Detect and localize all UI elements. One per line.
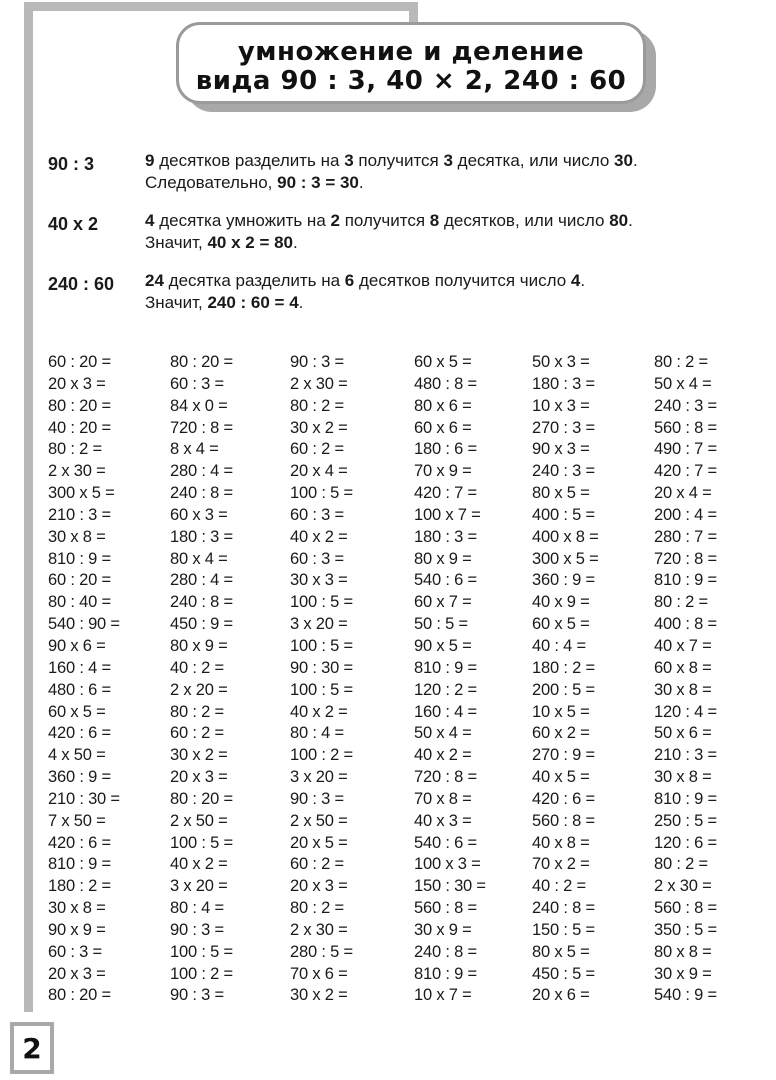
exercise-item: 70 x 8 = bbox=[414, 789, 472, 808]
bold-value: 2 bbox=[330, 211, 340, 230]
exercise-item: 400 : 8 = bbox=[654, 615, 717, 634]
exercise-item: 280 : 5 = bbox=[290, 942, 353, 961]
exercise-item: 80 x 5 = bbox=[532, 942, 590, 961]
text-segment: . bbox=[628, 211, 633, 230]
exercise-item: 80 x 9 = bbox=[414, 549, 472, 568]
exercise-item: 560 : 8 = bbox=[654, 418, 717, 437]
text-segment: . bbox=[580, 271, 586, 290]
exercise-item: 20 x 6 = bbox=[532, 986, 590, 1005]
exercise-item: 70 x 6 = bbox=[290, 964, 348, 983]
exercise-item: 180 : 3 = bbox=[532, 374, 595, 393]
exercise-item: 240 : 8 = bbox=[170, 593, 233, 612]
exercise-item: 60 : 2 = bbox=[290, 855, 344, 874]
exercise-item: 540 : 6 = bbox=[414, 833, 477, 852]
exercise-item: 60 : 3 = bbox=[170, 374, 224, 393]
title-line-1: умножение и деление bbox=[237, 37, 585, 67]
exercise-item: 540 : 90 = bbox=[48, 615, 120, 634]
exercise-item: 560 : 8 = bbox=[414, 899, 477, 918]
exercise-item: 50 : 5 = bbox=[414, 615, 468, 634]
exercise-item: 120 : 6 = bbox=[654, 833, 717, 852]
exercise-item: 80 x 9 = bbox=[170, 636, 228, 655]
title-box bbox=[176, 22, 646, 104]
exercise-item: 30 x 8 = bbox=[48, 899, 106, 918]
exercise-item: 280 : 7 = bbox=[654, 527, 717, 546]
exercise-item: 8 x 4 = bbox=[170, 440, 219, 459]
example-line-1 bbox=[145, 210, 775, 232]
example-line-2 bbox=[145, 292, 775, 314]
exercise-item: 60 x 8 = bbox=[654, 658, 712, 677]
exercise-item: 270 : 9 = bbox=[532, 746, 595, 765]
exercise-item: 80 : 20 = bbox=[48, 396, 111, 415]
exercise-item: 80 : 20 = bbox=[170, 353, 233, 371]
exercise-item: 180 : 2 = bbox=[532, 658, 595, 677]
exercise-column-1 bbox=[48, 352, 168, 1007]
text-segment: десятков получится число bbox=[354, 271, 571, 290]
exercise-item: 100 : 5 = bbox=[170, 833, 233, 852]
exercise-item: 280 : 4 = bbox=[170, 571, 233, 590]
example-label: 240 : 60 bbox=[48, 274, 115, 294]
exercise-item: 810 : 9 = bbox=[654, 571, 717, 590]
text-segment: получится bbox=[353, 151, 444, 170]
exercise-item: 50 x 4 = bbox=[654, 374, 712, 393]
exercise-item: 2 x 30 = bbox=[290, 374, 348, 393]
exercise-item: 480 : 6 = bbox=[48, 680, 111, 699]
exercise-item: 60 x 6 = bbox=[414, 418, 472, 437]
exercise-item: 60 : 20 = bbox=[48, 353, 111, 371]
exercise-item: 20 x 5 = bbox=[290, 833, 348, 852]
page-frame-top bbox=[24, 2, 418, 11]
exercise-item: 40 x 5 = bbox=[532, 768, 590, 787]
exercise-item: 30 x 8 = bbox=[654, 680, 712, 699]
exercise-item: 180 : 2 = bbox=[48, 877, 111, 896]
exercise-item: 40 x 2 = bbox=[170, 855, 228, 874]
exercise-item: 210 : 3 = bbox=[48, 505, 111, 524]
bold-value: 240 : 60 = 4 bbox=[207, 293, 299, 312]
exercise-item: 40 : 4 = bbox=[532, 636, 586, 655]
exercise-item: 10 x 5 = bbox=[532, 702, 590, 721]
exercise-item: 60 : 20 = bbox=[48, 571, 111, 590]
exercise-item: 2 x 30 = bbox=[654, 877, 712, 896]
bold-value: 80 bbox=[609, 211, 629, 230]
exercise-item: 60 x 5 = bbox=[532, 615, 590, 634]
text-segment: десятка разделить на bbox=[163, 271, 345, 290]
exercise-column-5 bbox=[532, 352, 652, 1007]
exercise-item: 80 x 5 = bbox=[532, 484, 590, 503]
exercise-item: 30 x 3 = bbox=[290, 571, 348, 590]
exercise-item: 3 x 20 = bbox=[290, 768, 348, 787]
exercise-item: 30 x 8 = bbox=[654, 768, 712, 787]
exercise-item: 50 x 6 = bbox=[654, 724, 712, 743]
exercise-item: 40 : 2 = bbox=[170, 658, 224, 677]
bold-value: 9 bbox=[145, 151, 155, 170]
exercise-column-4 bbox=[414, 352, 534, 1007]
exercise-item: 120 : 4 = bbox=[654, 702, 717, 721]
example-explanation bbox=[145, 270, 775, 314]
exercise-item: 100 : 5 = bbox=[290, 593, 353, 612]
exercise-item: 50 x 4 = bbox=[414, 724, 472, 743]
exercise-item: 720 : 8 = bbox=[414, 768, 477, 787]
exercise-item: 60 x 3 = bbox=[170, 505, 228, 524]
exercise-item: 4 x 50 = bbox=[48, 746, 106, 765]
exercise-item: 40 x 3 = bbox=[414, 811, 472, 830]
exercise-item: 80 : 4 = bbox=[290, 724, 344, 743]
exercise-item: 60 x 5 = bbox=[48, 702, 106, 721]
exercise-item: 30 x 2 = bbox=[290, 986, 348, 1005]
exercise-item: 100 : 2 = bbox=[170, 964, 233, 983]
exercise-item: 60 x 2 = bbox=[532, 724, 590, 743]
text-segment: получится bbox=[339, 211, 430, 230]
exercise-item: 420 : 6 = bbox=[532, 789, 595, 808]
exercise-item: 240 : 8 = bbox=[414, 942, 477, 961]
exercise-item: 210 : 30 = bbox=[48, 789, 120, 808]
bold-value: 8 bbox=[429, 211, 440, 230]
exercise-item: 30 x 9 = bbox=[654, 964, 712, 983]
exercise-item: 90 x 5 = bbox=[414, 636, 472, 655]
exercise-item: 20 x 3 = bbox=[48, 374, 106, 393]
exercise-item: 100 : 5 = bbox=[290, 636, 353, 655]
bold-value: 4 bbox=[145, 211, 155, 230]
example-label: 90 : 3 bbox=[48, 154, 95, 174]
exercise-item: 2 x 30 = bbox=[290, 920, 348, 939]
exercise-item: 180 : 3 = bbox=[170, 527, 233, 546]
exercise-item: 240 : 8 = bbox=[170, 484, 233, 503]
exercise-item: 90 : 3 = bbox=[170, 920, 224, 939]
exercise-item: 80 x 8 = bbox=[654, 942, 712, 961]
exercise-item: 300 x 5 = bbox=[48, 484, 115, 503]
exercise-item: 810 : 9 = bbox=[414, 658, 477, 677]
bold-value: 30 bbox=[614, 151, 633, 170]
bold-value: 3 bbox=[344, 151, 354, 170]
exercise-item: 80 x 6 = bbox=[414, 396, 472, 415]
text-segment: . bbox=[293, 233, 298, 252]
exercise-item: 160 : 4 = bbox=[414, 702, 477, 721]
exercise-item: 40 x 8 = bbox=[532, 833, 590, 852]
exercise-item: 160 : 4 = bbox=[48, 658, 111, 677]
exercise-item: 720 : 8 = bbox=[170, 418, 233, 437]
exercise-item: 450 : 5 = bbox=[532, 964, 595, 983]
page-number-box bbox=[10, 1022, 54, 1074]
exercise-item: 60 : 3 = bbox=[290, 549, 344, 568]
exercise-item: 90 : 3 = bbox=[290, 789, 344, 808]
exercise-item: 560 : 8 = bbox=[654, 899, 717, 918]
bold-value: 24 bbox=[145, 271, 164, 290]
exercise-item: 810 : 9 = bbox=[48, 549, 111, 568]
exercise-item: 400 : 5 = bbox=[532, 505, 595, 524]
exercise-item: 40 x 2 = bbox=[290, 527, 348, 546]
exercise-item: 70 x 2 = bbox=[532, 855, 590, 874]
exercise-item: 40 x 9 = bbox=[532, 593, 590, 612]
text-segment: десятков, или число bbox=[439, 211, 610, 230]
example-explanation bbox=[145, 150, 775, 194]
exercise-item: 450 : 9 = bbox=[170, 615, 233, 634]
exercise-item: 100 : 2 = bbox=[290, 746, 353, 765]
text-segment: Значит, bbox=[145, 293, 208, 312]
text-segment: . bbox=[298, 293, 304, 312]
text-segment: . bbox=[632, 151, 638, 170]
exercise-item: 30 x 8 = bbox=[48, 527, 106, 546]
exercise-column-2 bbox=[170, 352, 290, 1007]
exercise-item: 420 : 7 = bbox=[654, 462, 717, 481]
exercise-item: 2 x 30 = bbox=[48, 462, 106, 481]
exercise-item: 80 : 20 = bbox=[170, 789, 233, 808]
exercise-item: 150 : 30 = bbox=[414, 877, 486, 896]
exercise-item: 240 : 3 = bbox=[532, 462, 595, 481]
exercise-item: 540 : 9 = bbox=[654, 986, 717, 1005]
example-line-1 bbox=[145, 150, 775, 172]
exercise-item: 210 : 3 = bbox=[654, 746, 717, 765]
title-line-2: вида 90 : 3, 40 × 2, 240 : 60 bbox=[195, 66, 627, 96]
exercise-item: 2 x 50 = bbox=[290, 811, 348, 830]
exercise-item: 60 : 2 = bbox=[290, 440, 344, 459]
exercise-item: 420 : 6 = bbox=[48, 833, 111, 852]
exercise-item: 200 : 4 = bbox=[654, 505, 717, 524]
exercise-item: 810 : 9 = bbox=[654, 789, 717, 808]
exercise-item: 80 : 2 = bbox=[170, 702, 224, 721]
exercise-item: 20 x 4 = bbox=[290, 462, 348, 481]
exercise-item: 10 x 7 = bbox=[414, 986, 472, 1005]
exercise-item: 100 : 5 = bbox=[170, 942, 233, 961]
exercise-column-6 bbox=[654, 352, 774, 1007]
exercise-item: 40 x 7 = bbox=[654, 636, 712, 655]
exercise-item: 3 x 20 = bbox=[290, 615, 348, 634]
exercise-item: 80 : 40 = bbox=[48, 593, 111, 612]
exercise-item: 90 x 9 = bbox=[48, 920, 106, 939]
exercise-column-3 bbox=[290, 352, 410, 1007]
page-frame-left bbox=[24, 2, 33, 1012]
exercise-item: 80 : 2 = bbox=[654, 593, 708, 612]
exercise-item: 80 x 4 = bbox=[170, 549, 228, 568]
exercise-item: 100 x 3 = bbox=[414, 855, 481, 874]
exercise-item: 180 : 3 = bbox=[414, 527, 477, 546]
exercise-item: 540 : 6 = bbox=[414, 571, 477, 590]
text-segment: Следовательно, bbox=[145, 173, 278, 192]
example-line-1 bbox=[145, 270, 775, 292]
exercise-item: 400 x 8 = bbox=[532, 527, 599, 546]
exercise-item: 300 x 5 = bbox=[532, 549, 599, 568]
exercise-item: 60 : 2 = bbox=[170, 724, 224, 743]
bold-value: 4 bbox=[570, 271, 581, 290]
exercise-item: 20 x 3 = bbox=[290, 877, 348, 896]
exercise-item: 810 : 9 = bbox=[48, 855, 111, 874]
exercise-item: 280 : 4 = bbox=[170, 462, 233, 481]
exercise-item: 40 : 2 = bbox=[532, 877, 586, 896]
exercise-item: 10 x 3 = bbox=[532, 396, 590, 415]
exercise-item: 3 x 20 = bbox=[170, 877, 228, 896]
exercise-item: 80 : 2 = bbox=[654, 855, 708, 874]
exercise-item: 560 : 8 = bbox=[532, 811, 595, 830]
exercise-item: 360 : 9 = bbox=[48, 768, 111, 787]
exercise-item: 80 : 2 = bbox=[654, 353, 708, 371]
exercise-item: 70 x 9 = bbox=[414, 462, 472, 481]
exercise-item: 80 : 2 = bbox=[48, 440, 102, 459]
example-line-2 bbox=[145, 232, 775, 254]
exercise-item: 30 x 2 = bbox=[170, 746, 228, 765]
exercise-item: 40 : 20 = bbox=[48, 418, 111, 437]
exercise-item: 480 : 8 = bbox=[414, 374, 477, 393]
exercise-item: 80 : 4 = bbox=[170, 899, 224, 918]
text-segment: . bbox=[358, 173, 364, 192]
exercise-item: 100 : 5 = bbox=[290, 484, 353, 503]
exercise-item: 2 x 50 = bbox=[170, 811, 228, 830]
example-label: 40 x 2 bbox=[48, 214, 99, 234]
exercise-item: 420 : 6 = bbox=[48, 724, 111, 743]
exercise-item: 150 : 5 = bbox=[532, 920, 595, 939]
exercise-item: 420 : 7 = bbox=[414, 484, 477, 503]
bold-value: 90 : 3 = 30 bbox=[277, 173, 359, 192]
bold-value: 3 bbox=[443, 151, 453, 170]
exercise-item: 80 : 20 = bbox=[48, 986, 111, 1005]
exercise-item: 120 : 2 = bbox=[414, 680, 477, 699]
exercise-item: 90 : 30 = bbox=[290, 658, 353, 677]
exercise-item: 60 : 3 = bbox=[290, 505, 344, 524]
exercise-item: 40 x 2 = bbox=[290, 702, 348, 721]
exercise-item: 360 : 9 = bbox=[532, 571, 595, 590]
example-line-2 bbox=[145, 172, 775, 194]
exercise-item: 60 x 7 = bbox=[414, 593, 472, 612]
exercise-item: 20 x 3 = bbox=[48, 964, 106, 983]
exercise-item: 90 x 6 = bbox=[48, 636, 106, 655]
exercise-item: 720 : 8 = bbox=[654, 549, 717, 568]
exercise-item: 40 x 2 = bbox=[414, 746, 472, 765]
exercise-item: 350 : 5 = bbox=[654, 920, 717, 939]
exercise-item: 80 : 2 = bbox=[290, 396, 344, 415]
exercise-item: 90 x 3 = bbox=[532, 440, 590, 459]
exercise-item: 80 : 2 = bbox=[290, 899, 344, 918]
exercise-item: 90 : 3 = bbox=[170, 986, 224, 1005]
text-segment: десятков разделить на bbox=[154, 151, 345, 170]
exercise-item: 20 x 4 = bbox=[654, 484, 712, 503]
text-segment: десятка умножить на bbox=[154, 211, 331, 230]
exercise-item: 490 : 7 = bbox=[654, 440, 717, 459]
example-explanation bbox=[145, 210, 775, 254]
exercise-item: 2 x 20 = bbox=[170, 680, 228, 699]
exercise-item: 84 x 0 = bbox=[170, 396, 228, 415]
page-number: 2 bbox=[22, 1032, 42, 1065]
exercise-item: 90 : 3 = bbox=[290, 353, 344, 371]
exercise-item: 240 : 3 = bbox=[654, 396, 717, 415]
exercise-item: 240 : 8 = bbox=[532, 899, 595, 918]
exercise-item: 810 : 9 = bbox=[414, 964, 477, 983]
bold-value: 40 x 2 = 80 bbox=[207, 233, 294, 252]
exercise-item: 100 x 7 = bbox=[414, 505, 481, 524]
exercise-item: 20 x 3 = bbox=[170, 768, 228, 787]
exercise-item: 50 x 3 = bbox=[532, 353, 590, 371]
exercise-item: 30 x 2 = bbox=[290, 418, 348, 437]
text-segment: Значит, bbox=[145, 233, 208, 252]
exercise-item: 250 : 5 = bbox=[654, 811, 717, 830]
bold-value: 6 bbox=[344, 271, 355, 290]
exercise-item: 270 : 3 = bbox=[532, 418, 595, 437]
text-segment: десятка, или число bbox=[452, 151, 615, 170]
exercise-item: 30 x 9 = bbox=[414, 920, 472, 939]
exercise-item: 200 : 5 = bbox=[532, 680, 595, 699]
exercise-item: 60 : 3 = bbox=[48, 942, 102, 961]
exercise-item: 100 : 5 = bbox=[290, 680, 353, 699]
exercise-item: 180 : 6 = bbox=[414, 440, 477, 459]
exercise-item: 7 x 50 = bbox=[48, 811, 106, 830]
exercise-item: 60 x 5 = bbox=[414, 353, 472, 371]
